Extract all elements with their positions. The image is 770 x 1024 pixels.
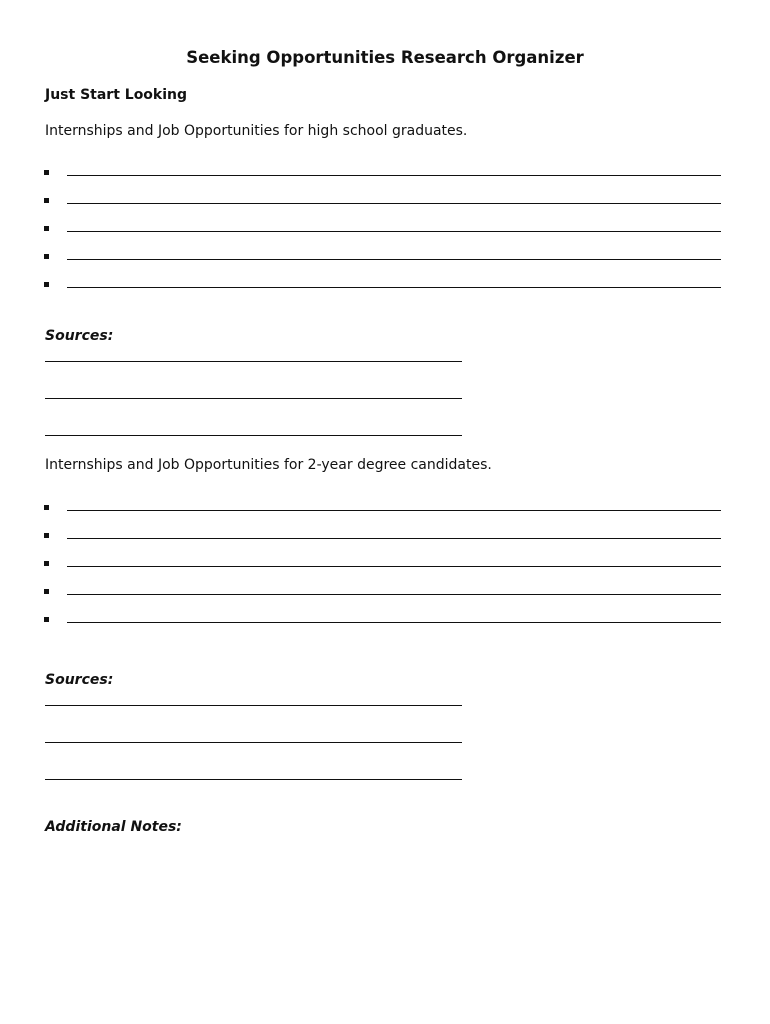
- page-title: Seeking Opportunities Research Organizer: [186, 48, 584, 67]
- sources-label: Sources:: [45, 328, 114, 344]
- bullet-icon: [44, 282, 49, 287]
- source-line[interactable]: [45, 361, 462, 362]
- bullet-icon: [44, 533, 49, 538]
- answer-line[interactable]: [67, 510, 721, 511]
- additional-notes-label: Additional Notes:: [45, 819, 182, 835]
- bullet-icon: [44, 617, 49, 622]
- source-line[interactable]: [45, 435, 462, 436]
- section-heading-two-year: Internships and Job Opportunities for 2-year degree candidates.: [45, 457, 492, 473]
- bullet-icon: [44, 589, 49, 594]
- answer-line[interactable]: [67, 175, 721, 176]
- source-line[interactable]: [45, 779, 462, 780]
- answer-line[interactable]: [67, 566, 721, 567]
- source-line[interactable]: [45, 398, 462, 399]
- answer-line[interactable]: [67, 287, 721, 288]
- sources-label: Sources:: [45, 672, 114, 688]
- bullet-icon: [44, 198, 49, 203]
- bullet-icon: [44, 170, 49, 175]
- answer-line[interactable]: [67, 259, 721, 260]
- answer-line[interactable]: [67, 622, 721, 623]
- bullet-icon: [44, 561, 49, 566]
- source-line[interactable]: [45, 705, 462, 706]
- answer-line[interactable]: [67, 203, 721, 204]
- source-line[interactable]: [45, 742, 462, 743]
- section-heading-high-school: Internships and Job Opportunities for high school graduates.: [45, 123, 468, 139]
- subtitle: Just Start Looking: [45, 87, 188, 103]
- answer-line[interactable]: [67, 594, 721, 595]
- bullet-icon: [44, 254, 49, 259]
- answer-line[interactable]: [67, 538, 721, 539]
- bullet-icon: [44, 505, 49, 510]
- answer-line[interactable]: [67, 231, 721, 232]
- bullet-icon: [44, 226, 49, 231]
